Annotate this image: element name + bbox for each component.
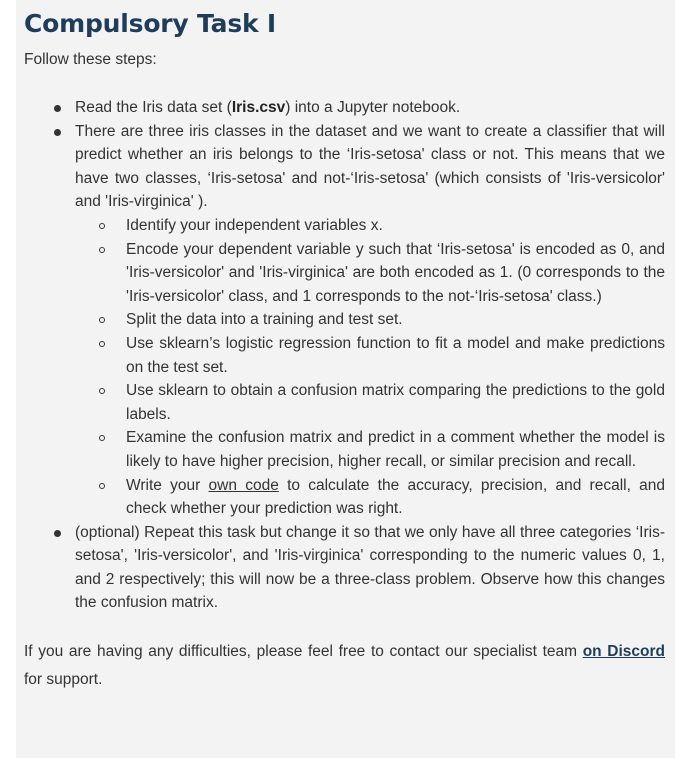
circle-bullet-icon xyxy=(99,388,105,394)
task-card xyxy=(16,0,675,758)
file-name: Iris.csv xyxy=(231,99,286,116)
closing-after: for support. xyxy=(24,671,103,689)
step2-text: There are three iris classes in the dataset and we want to create a classifier that will predict whether an iris belongs to the ‘Iris-setosa' class or not. This means that we have two classes, ‘Iris-setosa' and not-‘Iris-setosa' (which consists of 'Iris-versicolor' and 'Iris-virginica' ). xyxy=(75,122,665,211)
substep-text: Encode your dependent variable y such that ‘Iris-setosa' is encoded as 0, and 'Iris-versicolor' and 'Iris-virginica' are both encoded as 1. (0 corresponds to the 'Iris-versicolor' class, and 1 corresponds to the not-‘Iris-setosa' class.) xyxy=(126,240,665,305)
substep-text: Identify your independent variables x. xyxy=(126,216,383,234)
list-item xyxy=(24,120,665,521)
list-item xyxy=(75,332,665,379)
list-item xyxy=(75,214,665,238)
substep-text: Use sklearn’s logistic regression function to fit a model and make predictions on the test set. xyxy=(126,334,665,376)
circle-bullet-icon xyxy=(99,435,105,441)
list-item xyxy=(75,426,665,473)
list-item xyxy=(24,521,665,615)
circle-bullet-icon xyxy=(99,483,105,489)
substep-before: Write your xyxy=(126,476,209,494)
bullet-icon xyxy=(54,105,61,112)
circle-bullet-icon xyxy=(99,317,105,323)
substep-text: Examine the confusion matrix and predict in a comment whether the model is likely to have higher precision, higher recall, or similar precision and recall. xyxy=(126,429,665,470)
list-item xyxy=(24,96,665,120)
bullet-icon xyxy=(54,530,61,537)
page-title: Compulsory Task I xyxy=(24,9,277,38)
substep-after: to calculate the accuracy, precision, and recall, and check whether your prediction was right. xyxy=(126,476,666,518)
list-item xyxy=(75,238,665,309)
closing-before: If you are having any difficulties, please feel free to contact our specialist team xyxy=(24,643,583,661)
circle-bullet-icon xyxy=(99,247,105,253)
steps-list xyxy=(24,96,665,615)
list-item xyxy=(75,308,665,332)
list-item xyxy=(75,379,665,426)
bullet-icon xyxy=(54,129,61,136)
substep-text: Use sklearn to obtain a confusion matrix comparing the predictions to the gold labels. xyxy=(126,382,665,423)
circle-bullet-icon xyxy=(99,223,105,229)
step1-after: ) into a Jupyter notebook. xyxy=(285,99,461,116)
circle-bullet-icon xyxy=(99,341,105,347)
list-item xyxy=(75,474,665,521)
step1-before: Read the Iris data set ( xyxy=(75,99,232,116)
substep-text: Split the data into a training and test set. xyxy=(126,311,403,329)
intro-text: Follow these steps: xyxy=(24,51,157,68)
substeps-list xyxy=(75,214,665,521)
closing-text xyxy=(24,638,665,694)
own-code-text: own code xyxy=(208,476,279,494)
discord-link[interactable]: on Discord xyxy=(582,643,665,661)
step3-text: (optional) Repeat this task but change it so that we only have all three categories ‘Iris-setosa', 'Iris-versicolor', and 'Iris-virginica' corresponding to the numeric values 0, 1, and 2 respectively; this will now be a three-class problem. Observe how this changes the confusion matrix. xyxy=(75,523,665,612)
